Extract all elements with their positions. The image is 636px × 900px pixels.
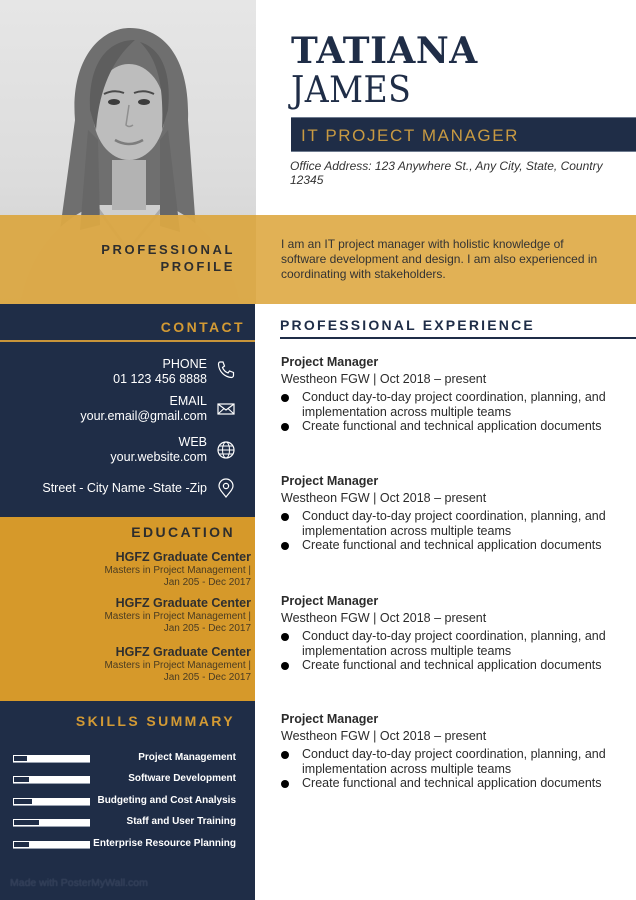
job-title: Project Manager [281,712,379,726]
bullet-icon [281,780,289,788]
dates: Jan 205 - Dec 2017 [163,623,251,634]
school-name: HGFZ Graduate Center [115,645,251,659]
job-bullets [281,509,621,553]
job-title: Project Manager [281,474,379,488]
education-heading: EDUCATION [131,524,235,540]
skill-level-bar [13,755,90,763]
skill-level-fill [14,842,29,847]
skill-name: Staff and User Training [126,816,236,827]
skill-name: Software Development [128,773,236,784]
skill-level-bar [13,776,90,784]
bullet-icon [281,751,289,759]
job-bullets [281,747,621,791]
office-address: Office Address: 123 Anywhere St., Any City, State, Country 12345 [290,159,603,187]
skill-level-bar [13,798,90,806]
skill-row [0,773,255,787]
last-name: JAMES [291,70,412,111]
bullet-icon [281,662,289,670]
contact-divider [0,340,255,342]
contact-section [0,304,255,517]
professional-profile-section [0,215,636,304]
experience-heading: PROFESSIONAL EXPERIENCE [280,317,535,333]
skill-row [0,838,255,852]
web-label: WEB [178,435,207,449]
email-label: EMAIL [169,394,207,408]
web-value[interactable]: your.website.com [110,450,207,464]
education-item [104,550,251,589]
school-name: HGFZ Graduate Center [115,596,251,610]
profile-heading-line2: PROFILE [160,259,235,274]
job-bullets [281,629,621,673]
experience-divider [280,337,636,339]
contact-heading: CONTACT [160,319,245,335]
job-title: IT PROJECT MANAGER [301,126,520,145]
contact-address [42,481,207,496]
skill-name: Enterprise Resource Planning [93,838,236,849]
school-name: HGFZ Graduate Center [115,550,251,564]
skill-level-bar [13,819,90,827]
bullet-icon [281,633,289,641]
phone-value[interactable]: 01 123 456 8888 [113,372,207,386]
dates: Jan 205 - Dec 2017 [163,577,251,588]
first-name: TATIANA [291,30,478,72]
profile-summary: I am an IT project manager with holistic knowledge of software development and design. I am also experienced in coordinating with stakeholders. [281,237,598,281]
contact-email [80,394,207,424]
contact-phone [113,357,207,387]
profile-heading-line1: PROFESSIONAL [101,242,235,257]
skills-section [0,701,255,900]
job-bullets [281,390,621,434]
dates: Jan 205 - Dec 2017 [163,672,251,683]
phone-label: PHONE [162,357,207,371]
job-entry [281,711,621,791]
job-meta: Westheon FGW | Oct 2018 – present [281,491,487,505]
job-meta: Westheon FGW | Oct 2018 – present [281,372,487,386]
email-value[interactable]: your.email@gmail.com [80,409,207,423]
skill-level-fill [14,777,29,782]
phone-icon [216,360,236,380]
skill-row [0,795,255,809]
degree: Masters in Project Management | [104,611,251,622]
job-bullet: Conduct day-to-day project coordination, planning, and implementation across multiple teams [281,390,621,419]
job-bullet: Create functional and technical application documents [281,419,621,434]
skill-level-fill [14,799,32,804]
degree: Masters in Project Management | [104,660,251,671]
job-meta: Westheon FGW | Oct 2018 – present [281,729,487,743]
bullet-icon [281,423,289,431]
job-entry [281,354,621,434]
job-bullet: Conduct day-to-day project coordination, planning, and implementation across multiple teams [281,509,621,538]
job-meta: Westheon FGW | Oct 2018 – present [281,611,487,625]
job-title: Project Manager [281,594,379,608]
envelope-icon [216,399,236,419]
skill-level-fill [14,820,39,825]
job-entry [281,593,621,673]
profile-heading [101,241,235,275]
job-entry [281,473,621,553]
education-section [0,517,255,701]
education-item [104,645,251,684]
job-bullet: Conduct day-to-day project coordination, planning, and implementation across multiple teams [281,629,621,658]
globe-icon [216,440,236,460]
skill-name: Budgeting and Cost Analysis [97,795,236,806]
job-title: Project Manager [281,355,379,369]
skill-name: Project Management [138,752,236,763]
address-value: Street - City Name -State -Zip [42,481,207,495]
bullet-icon [281,513,289,521]
job-bullet: Conduct day-to-day project coordination, planning, and implementation across multiple teams [281,747,621,776]
skill-row [0,816,255,830]
job-bullet: Create functional and technical application documents [281,658,621,673]
skill-row [0,752,255,766]
bullet-icon [281,394,289,402]
education-item [104,596,251,635]
bullet-icon [281,542,289,550]
map-pin-icon [216,478,236,498]
job-title-band [291,117,636,152]
skill-level-bar [13,841,90,849]
degree: Masters in Project Management | [104,565,251,576]
skills-heading: SKILLS SUMMARY [75,713,235,729]
skill-level-fill [14,756,27,761]
watermark: Made with PosterMyWall.com [10,877,148,889]
contact-web [110,435,207,465]
job-bullet: Create functional and technical application documents [281,538,621,553]
job-bullet: Create functional and technical application documents [281,776,621,791]
